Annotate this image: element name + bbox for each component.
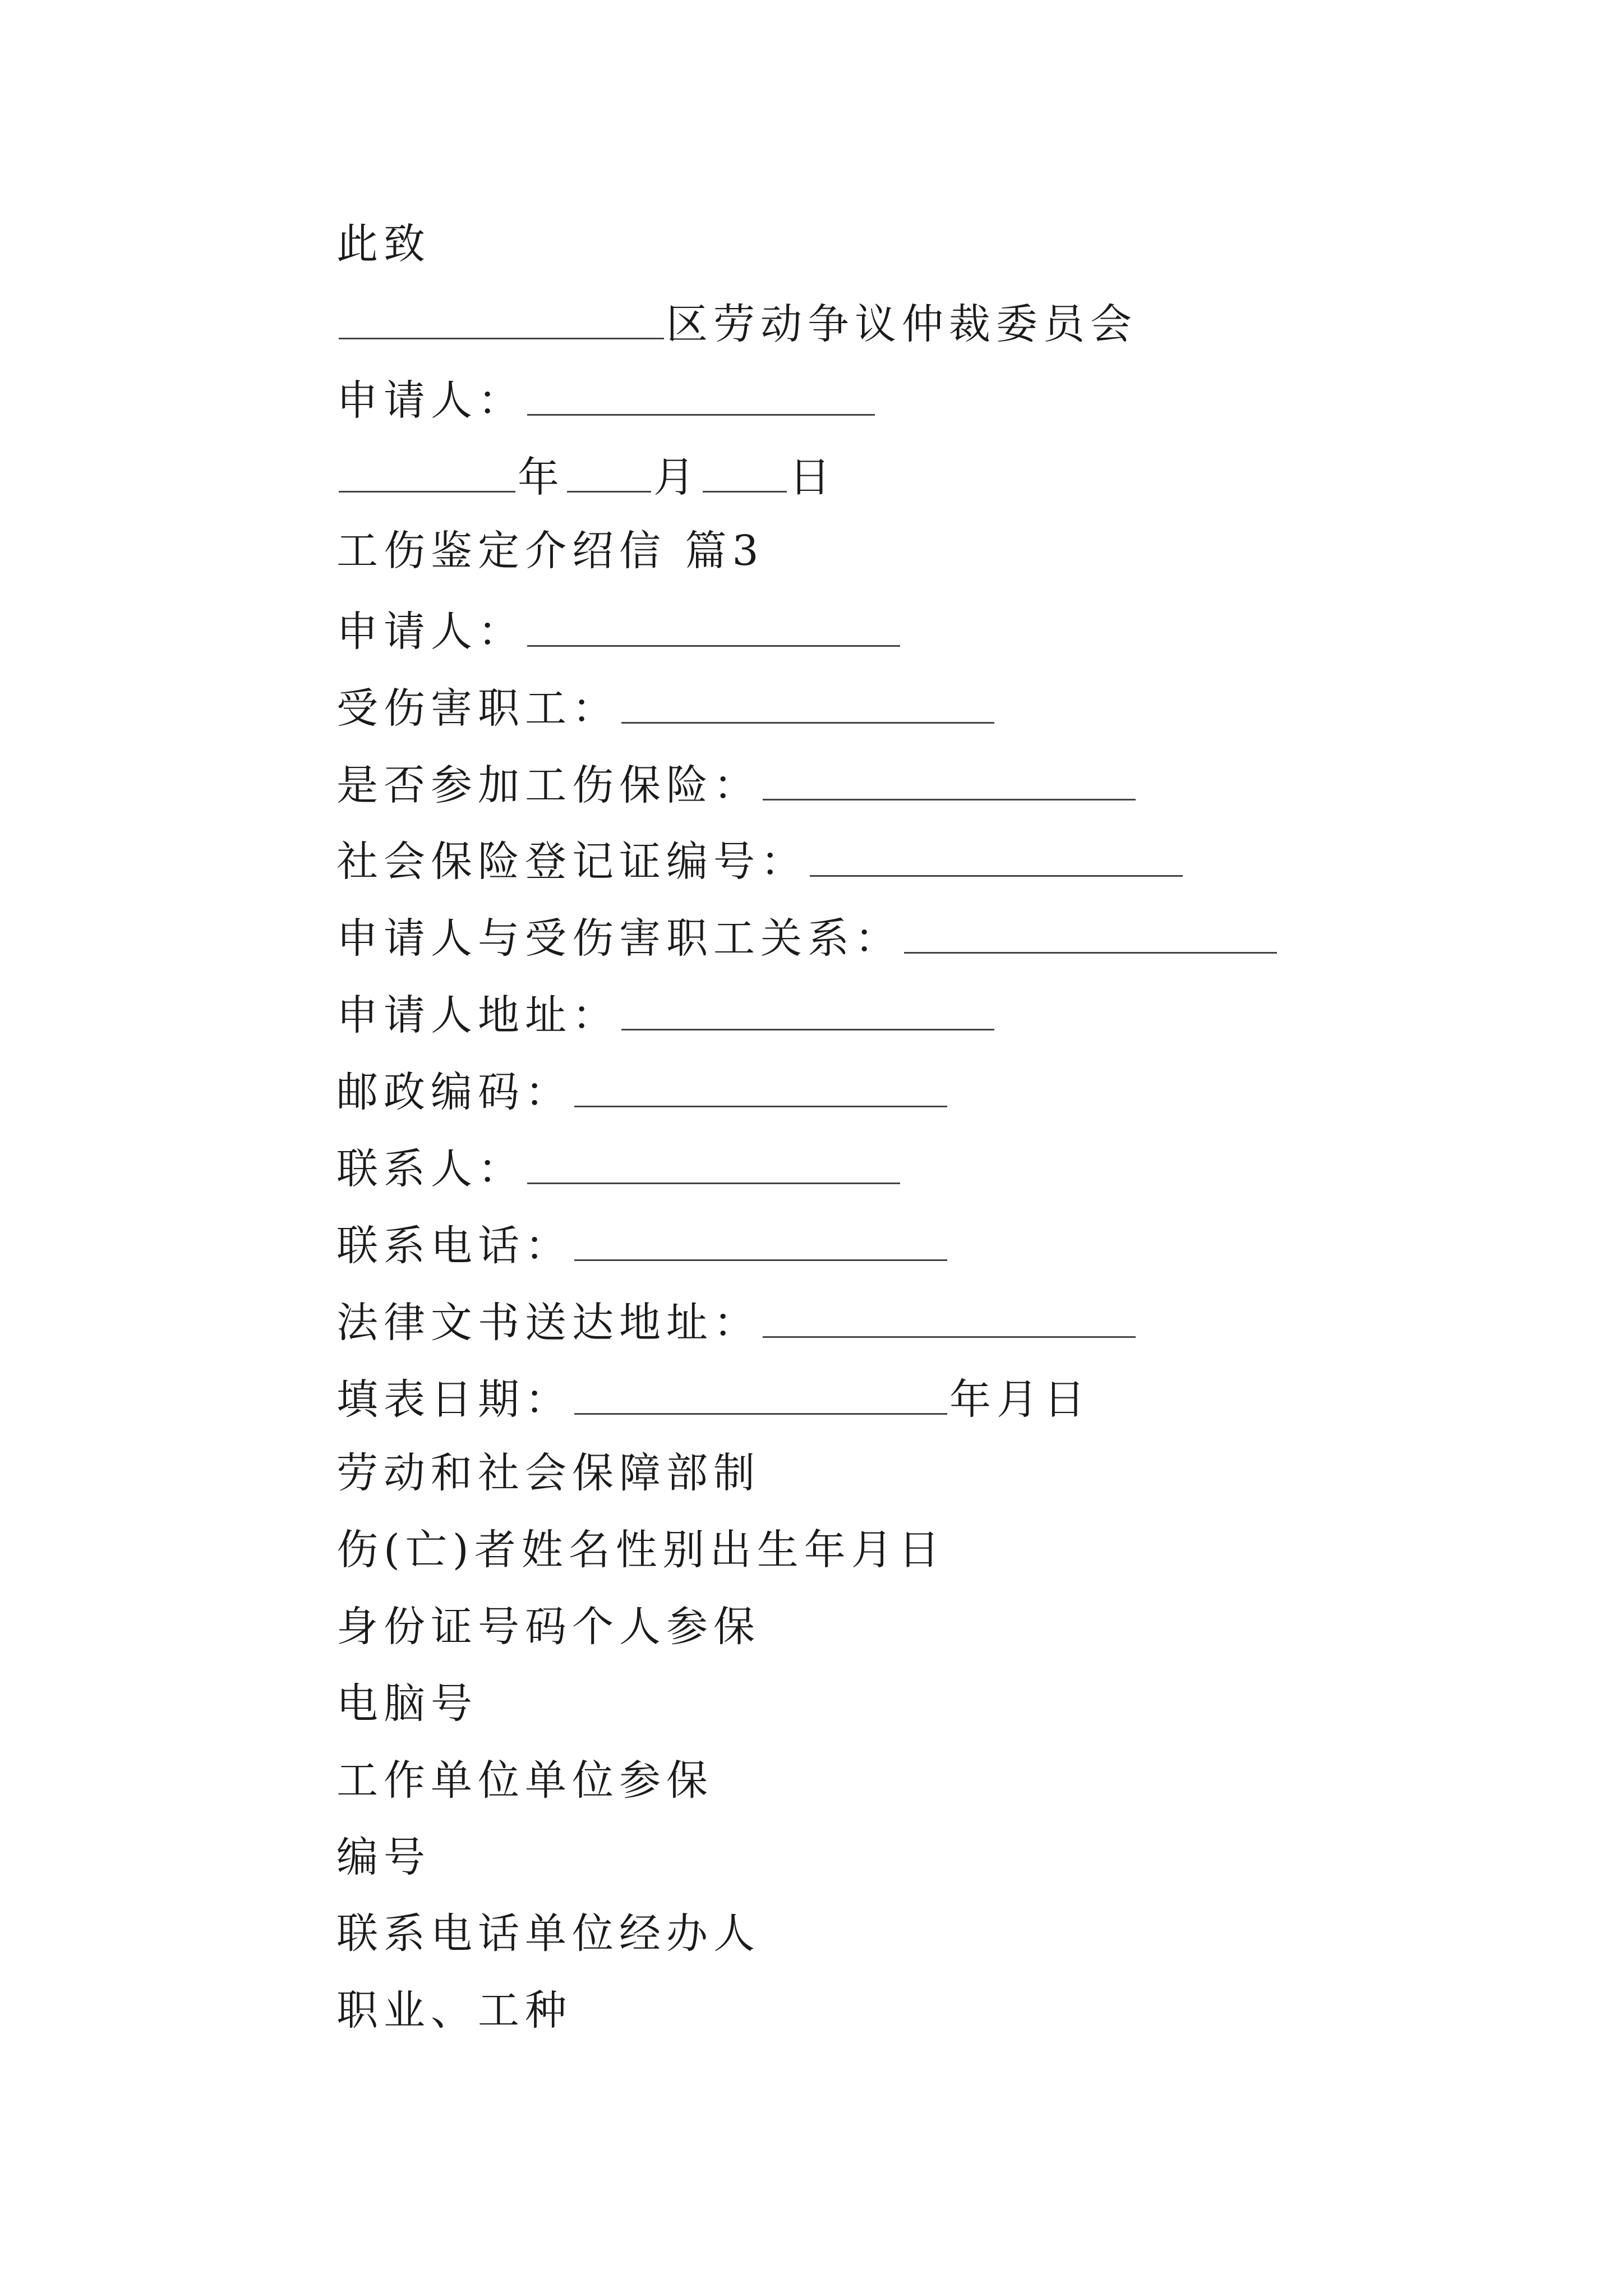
table-text: 编号 xyxy=(336,1833,431,1881)
table-text: 电脑号 xyxy=(336,1680,478,1728)
issuer-line xyxy=(336,1445,760,1501)
table-text-line xyxy=(336,1752,713,1809)
field-label: 联系人： xyxy=(336,1145,525,1193)
form-heading xyxy=(336,523,764,579)
table-text-line xyxy=(336,1829,431,1885)
table-text-line xyxy=(336,1676,478,1732)
recipient-line xyxy=(336,293,1137,349)
form-field xyxy=(336,984,997,1040)
field-blank[interactable] xyxy=(527,1138,900,1184)
form-field xyxy=(336,1291,1138,1347)
field-blank[interactable] xyxy=(574,1061,947,1107)
field-blank[interactable] xyxy=(621,984,994,1030)
field-label: 申请人与受伤害职工关系： xyxy=(336,914,902,963)
recipient-text: 区劳动争议仲裁委员会 xyxy=(666,300,1137,348)
field-label: 法律文书送达地址： xyxy=(336,1299,760,1347)
form-field xyxy=(336,677,997,733)
fill-date-suffix: 年月日 xyxy=(949,1375,1091,1424)
letter-applicant-line xyxy=(336,369,877,425)
table-text: 工作单位单位参保 xyxy=(336,1756,713,1805)
fill-date-label: 填表日期： xyxy=(336,1375,572,1424)
fill-date-line xyxy=(336,1368,1091,1424)
year-label: 年 xyxy=(518,453,565,501)
form-field xyxy=(336,754,1138,810)
field-label: 联系电话： xyxy=(336,1222,572,1270)
form-field xyxy=(336,600,902,656)
table-text: 身份证号码个人参保 xyxy=(336,1603,760,1651)
table-text-line xyxy=(336,1522,946,1578)
district-blank[interactable] xyxy=(339,293,664,339)
table-text-line xyxy=(336,1599,760,1655)
field-blank[interactable] xyxy=(527,600,900,647)
field-blank[interactable] xyxy=(763,1291,1136,1338)
closing-text: 此致 xyxy=(336,220,431,268)
form-field xyxy=(336,1214,949,1271)
field-label: 申请人： xyxy=(336,608,525,656)
table-text-line xyxy=(336,1982,572,2039)
letter-closing xyxy=(336,216,431,272)
day-blank[interactable] xyxy=(703,446,787,493)
form-field xyxy=(336,1138,902,1194)
form-field xyxy=(336,1061,949,1117)
letter-date-line xyxy=(336,446,836,502)
table-text: 职业、工种 xyxy=(336,1986,572,2035)
field-label: 申请人地址： xyxy=(336,991,619,1039)
form-field xyxy=(336,830,1185,886)
issuer-text: 劳动和社会保障部制 xyxy=(336,1449,760,1497)
field-blank[interactable] xyxy=(763,754,1136,800)
day-label: 日 xyxy=(789,453,836,501)
table-text: 联系电话单位经办人 xyxy=(336,1910,760,1958)
form-field xyxy=(336,907,1279,963)
month-label: 月 xyxy=(653,453,700,501)
field-label: 是否参加工伤保险： xyxy=(336,761,760,809)
field-blank[interactable] xyxy=(574,1214,947,1261)
applicant-blank[interactable] xyxy=(527,369,875,416)
applicant-label: 申请人： xyxy=(336,376,525,425)
month-blank[interactable] xyxy=(567,446,651,493)
heading-text: 工伤鉴定介绍信 篇3 xyxy=(336,527,764,575)
field-blank[interactable] xyxy=(621,677,994,724)
field-label: 邮政编码： xyxy=(336,1068,572,1116)
field-label: 受伤害职工： xyxy=(336,684,619,733)
table-text: 伤(亡)者姓名性别出生年月日 xyxy=(336,1526,946,1574)
year-blank[interactable] xyxy=(339,446,515,493)
fill-date-blank[interactable] xyxy=(574,1368,947,1415)
field-blank[interactable] xyxy=(810,830,1183,877)
table-text-line xyxy=(336,1906,760,1962)
field-blank[interactable] xyxy=(904,907,1277,954)
field-label: 社会保险登记证编号： xyxy=(336,838,808,886)
